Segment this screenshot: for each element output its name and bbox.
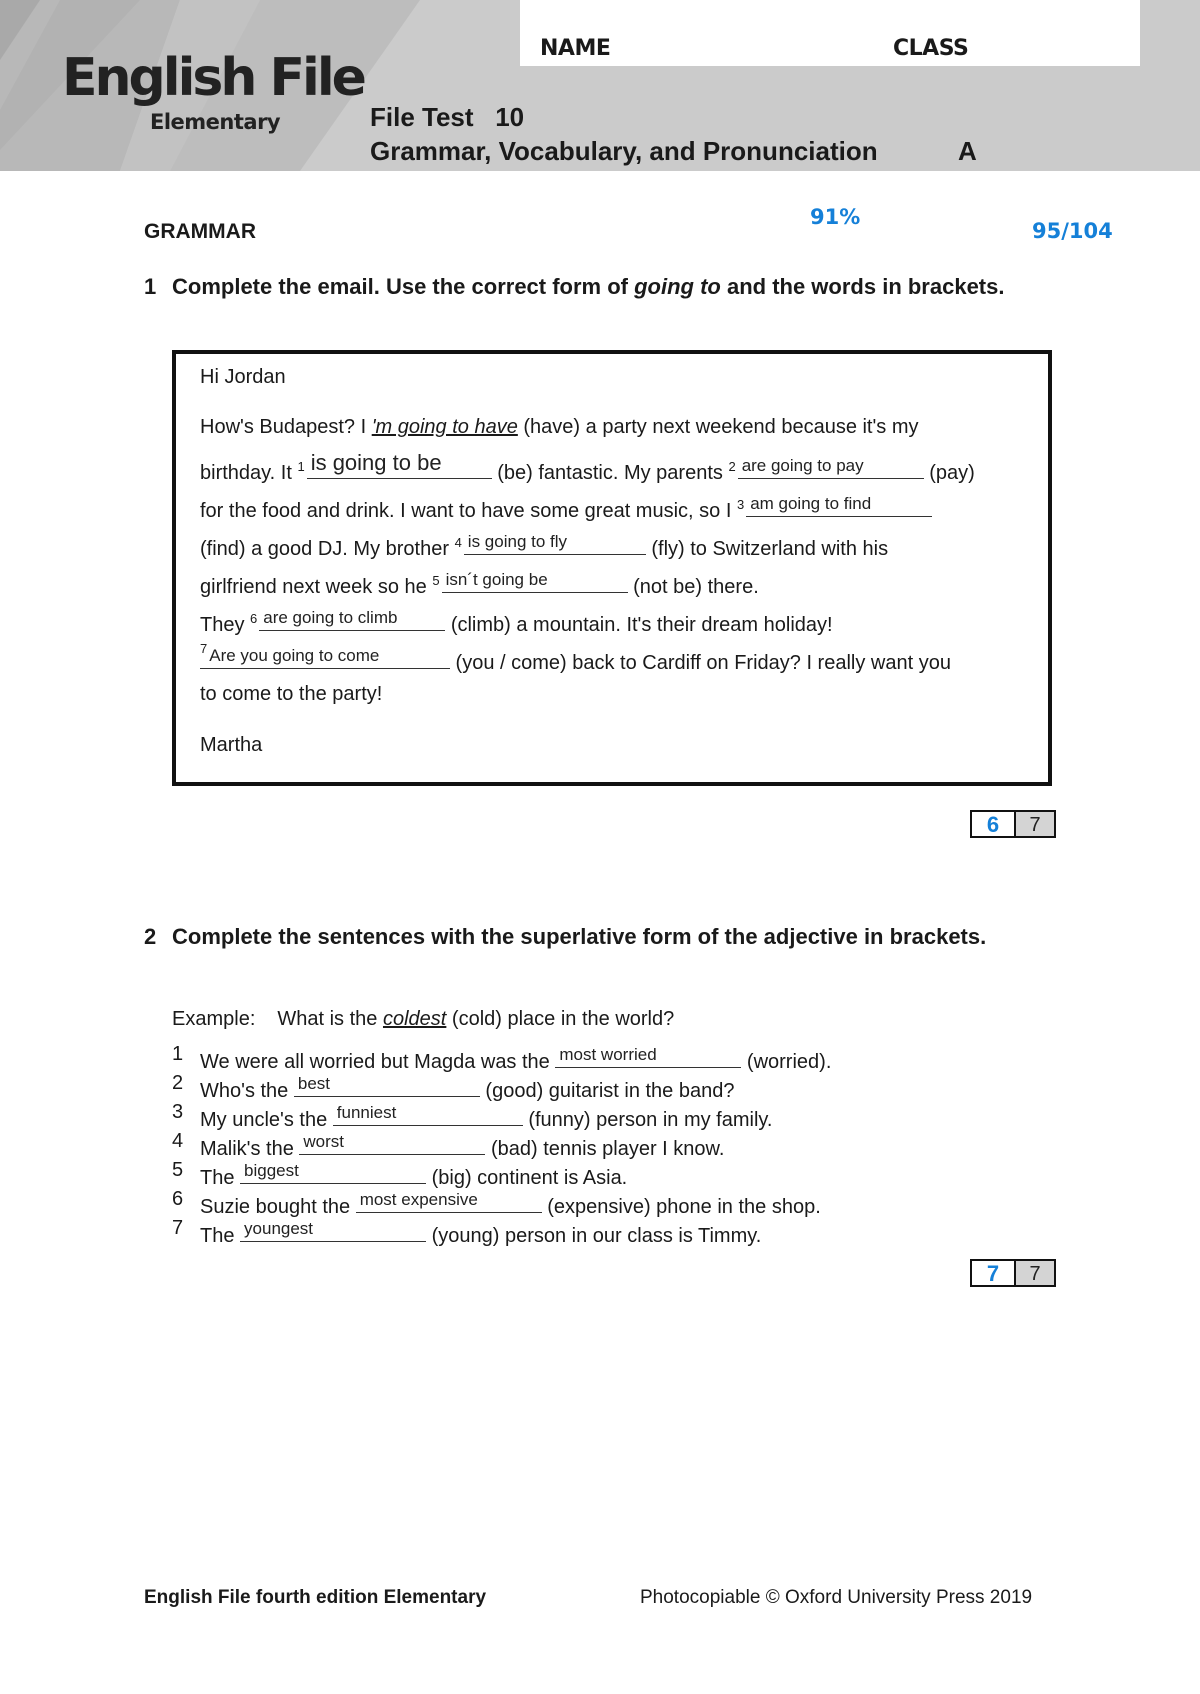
gap-number: 4: [454, 535, 462, 550]
q2-answer-blank-1[interactable]: [555, 1043, 741, 1068]
brand-logo-title: English File: [62, 48, 364, 108]
q2-score-got: 7: [972, 1261, 1016, 1285]
q2-number: 2: [144, 924, 157, 949]
q1-instruction: [172, 272, 1012, 302]
q2-answer-7: youngest: [244, 1219, 314, 1238]
example-text: (cold) place in the world?: [446, 1008, 675, 1030]
email-text: (you / come) back to Cardiff on Friday? I really want you: [450, 652, 951, 674]
q2-item-number: 6: [172, 1188, 184, 1210]
q2-item-number: 7: [172, 1217, 184, 1239]
q2-item-text: (worried).: [741, 1051, 832, 1073]
class-label: CLASS: [893, 36, 969, 61]
email-line: [200, 641, 951, 675]
q2-item-text: (funny) person in my family.: [522, 1109, 773, 1131]
q2-item-text: (good) guitarist in the band?: [479, 1080, 735, 1102]
test-version: A: [958, 136, 977, 166]
q2-item-text: Suzie bought the: [200, 1196, 356, 1218]
q2-answer-2: best: [297, 1074, 330, 1093]
q2-answer-blank-3[interactable]: [333, 1101, 523, 1126]
example-answer: 'm going to have: [371, 416, 518, 438]
section-heading: GRAMMAR: [144, 220, 256, 243]
answer-6: are going to climb: [263, 608, 398, 627]
q2-item-number: 3: [172, 1101, 184, 1123]
name-label: NAME: [540, 36, 611, 61]
q2-item-text: Malik's the: [200, 1138, 300, 1160]
answer-blank-7[interactable]: [200, 641, 450, 669]
q2-item-text: My uncle's the: [200, 1109, 333, 1131]
score-percent: 91%: [810, 205, 861, 229]
email-text: birthday. It: [200, 462, 298, 484]
q2-item-number: 4: [172, 1130, 184, 1152]
header-band: [0, 0, 1200, 171]
email-line: [200, 450, 975, 485]
q1-instruction-part: Complete the email. Use the correct form of: [172, 274, 635, 299]
test-title: File Test 10: [370, 102, 525, 132]
q2-item-text: (bad) tennis player I know.: [485, 1138, 725, 1160]
answer-4: is going to fly: [467, 532, 568, 551]
q2-score-box: [970, 1259, 1056, 1287]
answer-5: isn´t going be: [445, 570, 548, 589]
gap-number: 1: [297, 459, 305, 474]
q2-item: [200, 1072, 734, 1103]
q2-item: [200, 1043, 831, 1074]
q1-instruction-emphasis: going to: [634, 274, 721, 299]
answer-2: are going to pay: [741, 456, 864, 475]
q1-instruction-part: and the words in brackets.: [720, 274, 1005, 299]
answer-blank-3[interactable]: [746, 492, 932, 517]
q2-answer-1: most worried: [559, 1045, 657, 1064]
answer-blank-4[interactable]: [464, 530, 646, 555]
q2-item-number: 1: [172, 1043, 184, 1065]
gap-number: 2: [728, 459, 736, 474]
gap-number: 3: [736, 497, 745, 512]
q2-item: [200, 1188, 821, 1219]
q2-instruction: Complete the sentences with the superlative form of the adjective in brackets.: [172, 924, 987, 949]
email-greeting: Hi Jordan: [200, 366, 286, 388]
q2-answer-blank-4[interactable]: [299, 1130, 485, 1155]
email-line: [200, 416, 919, 439]
name-class-box: [520, 0, 1140, 66]
email-text: How's Budapest? I: [200, 416, 372, 438]
gap-number: 5: [432, 573, 440, 588]
q2-answer-blank-6[interactable]: [356, 1188, 542, 1213]
example-text: What is the: [277, 1008, 383, 1030]
q2-item-text: The: [200, 1167, 241, 1189]
email-text: (have) a party next weekend because it's my: [517, 416, 919, 438]
q1-score-max: 7: [1016, 812, 1054, 836]
q2-answer-6: most expensive: [359, 1190, 478, 1209]
q2-answer-4: worst: [303, 1132, 345, 1151]
email-line: [200, 568, 759, 599]
answer-blank-6[interactable]: [259, 606, 445, 631]
answer-1: is going to be: [310, 450, 442, 475]
email-signoff: Martha: [200, 734, 263, 756]
q2-item-text: (expensive) phone in the shop.: [541, 1196, 821, 1218]
email-text: They: [200, 614, 251, 636]
footer-right: Photocopiable © Oxford University Press 2019: [640, 1587, 1033, 1608]
q2-example: [172, 1008, 674, 1031]
q2-score-max: 7: [1016, 1261, 1054, 1285]
q2-answer-3: funniest: [336, 1103, 397, 1122]
footer-left: English File fourth edition Elementary: [144, 1587, 487, 1608]
email-text: (find) a good DJ. My brother: [200, 538, 455, 560]
email-line: [200, 492, 932, 523]
q2-item-text: (young) person in our class is Timmy.: [426, 1225, 762, 1247]
answer-blank-5[interactable]: [442, 568, 628, 593]
q2-item-text: (big) continent is Asia.: [426, 1167, 628, 1189]
q1-score-box: [970, 810, 1056, 838]
email-text: (pay): [923, 462, 975, 484]
brand-logo-subtitle: Elementary: [150, 110, 281, 134]
test-subtitle: Grammar, Vocabulary, and Pronunciation: [370, 136, 878, 166]
email-text: girlfriend next week so he: [200, 576, 433, 598]
email-text: (fly) to Switzerland with his: [645, 538, 889, 560]
email-line: [200, 606, 833, 637]
answer-7: Are you going to come: [209, 646, 380, 665]
q2-item-text: Who's the: [200, 1080, 294, 1102]
answer-blank-2[interactable]: [738, 454, 924, 479]
q2-answer-blank-7[interactable]: [240, 1217, 426, 1242]
q2-answer-5: biggest: [244, 1161, 299, 1180]
q2-item: [200, 1159, 627, 1190]
gap-number: 7: [200, 641, 208, 656]
email-text: (be) fantastic. My parents: [491, 462, 729, 484]
email-line: to come to the party!: [200, 683, 383, 705]
q2-answer-blank-5[interactable]: [240, 1159, 426, 1184]
email-text: (not be) there.: [627, 576, 759, 598]
q2-item-number: 5: [172, 1159, 184, 1181]
email-line: [200, 530, 888, 561]
answer-3: am going to find: [750, 494, 872, 513]
q1-number: 1: [144, 274, 157, 299]
example-answer: coldest: [382, 1008, 447, 1030]
q2-item: [200, 1217, 761, 1248]
q2-item-text: The: [200, 1225, 241, 1247]
score-total: 95/104: [1032, 219, 1113, 243]
example-label: Example:: [172, 1008, 256, 1030]
answer-blank-1[interactable]: [307, 450, 492, 479]
email-text: (climb) a mountain. It's their dream holiday!: [445, 614, 833, 636]
email-text: for the food and drink. I want to have some great music, so I: [200, 500, 737, 522]
q1-score-got: 6: [972, 812, 1016, 836]
q2-answer-blank-2[interactable]: [294, 1072, 480, 1097]
q2-item: [200, 1101, 772, 1132]
q2-item-text: We were all worried but Magda was the: [200, 1051, 556, 1073]
q2-item-number: 2: [172, 1072, 184, 1094]
gap-number: 6: [250, 611, 258, 626]
q2-item: [200, 1130, 724, 1161]
